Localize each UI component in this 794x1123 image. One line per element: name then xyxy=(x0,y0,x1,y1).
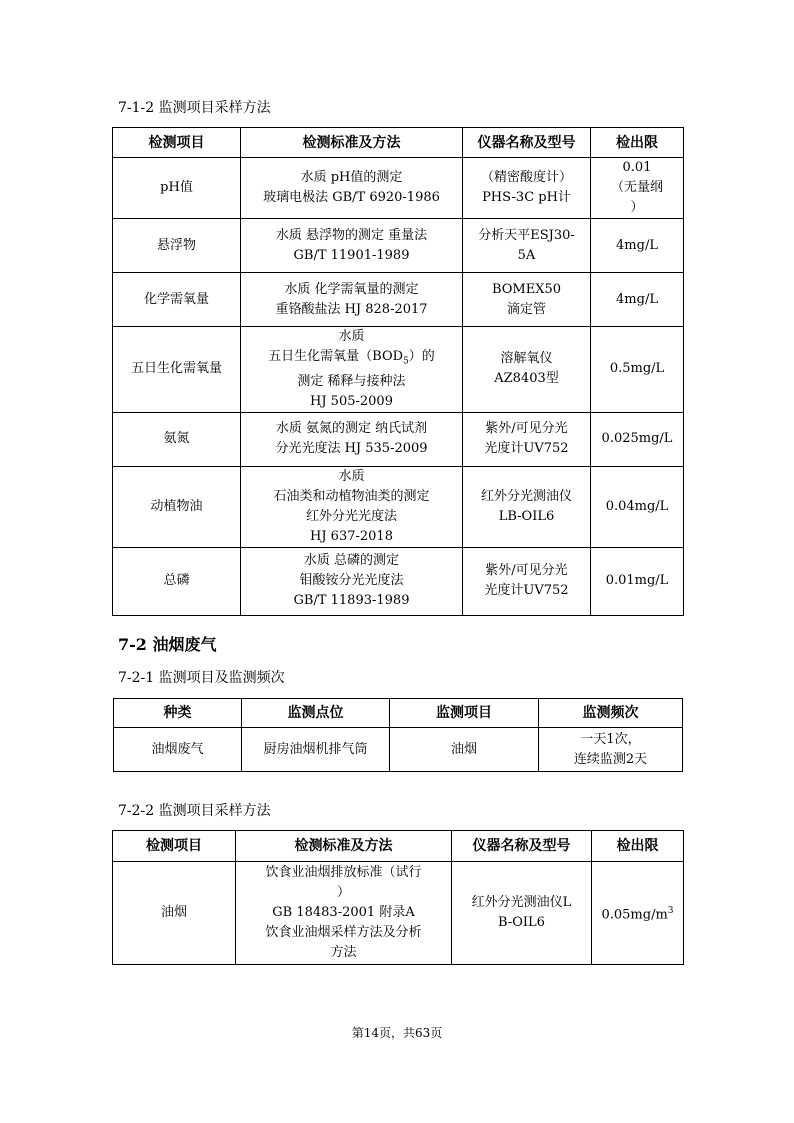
cell-item: 油烟 xyxy=(113,862,236,965)
header-limit: 检出限 xyxy=(592,831,684,862)
cell-instrument: 紫外/可见分光 光度计UV752 xyxy=(463,412,591,466)
cell-method: 水质 悬浮物的测定 重量法 GB/T 11901-1989 xyxy=(241,219,463,273)
cell-limit: 0.025mg/L xyxy=(591,412,684,466)
table-row xyxy=(113,547,684,615)
cell-item: 氨氮 xyxy=(113,412,241,466)
cell-instrument: 溶解氧仪 AZ8403型 xyxy=(463,327,591,413)
header-item: 检测项目 xyxy=(113,128,241,158)
cell-method: 饮食业油烟排放标准（试行 ） GB 18483-2001 附录A 饮食业油烟采样方法及分析 方法 xyxy=(236,862,452,965)
water-sampling-methods-table xyxy=(112,127,684,616)
cell-instrument: 红外分光测油仪 LB-OIL6 xyxy=(463,466,591,547)
cell-instrument: （精密酸度计） PHS-3C pH计 xyxy=(463,158,591,219)
header-item: 检测项目 xyxy=(113,831,236,862)
cell-limit: 0.01mg/L xyxy=(591,547,684,615)
table-row xyxy=(113,466,684,547)
cell-point: 厨房油烟机排气筒 xyxy=(242,728,390,772)
section-heading-7-2-1: 7-2-1 监测项目及监测频次 xyxy=(118,670,285,686)
header-instrument: 仪器名称及型号 xyxy=(452,831,592,862)
table-header-row xyxy=(113,831,684,862)
header-kind: 种类 xyxy=(114,699,242,728)
cell-method: 水质 五日生化需氧量$(BOD_5)$的 测定 稀释与接种法 HJ 505-2009 xyxy=(241,327,463,413)
header-method: 检测标准及方法 xyxy=(241,128,463,158)
table-row xyxy=(113,412,684,466)
cell-limit: 0.04mg/L xyxy=(591,466,684,547)
cell-item: 五日生化需氧量 xyxy=(113,327,241,413)
cell-item: pH值 xyxy=(113,158,241,219)
table-row xyxy=(114,728,683,772)
cell-instrument: 分析天平ESJ30- 5A xyxy=(463,219,591,273)
cell-limit: $0.05mg/m^3$ xyxy=(592,862,684,965)
cell-method: 水质 石油类和动植物油类的测定 红外分光光度法 HJ 637-2018 xyxy=(241,466,463,547)
table-row xyxy=(113,862,684,965)
header-point: 监测点位 xyxy=(242,699,390,728)
cell-frequency: 一天1次， 连续监测2天 xyxy=(539,728,683,772)
cell-instrument: 红外分光测油仪L B-OIL6 xyxy=(452,862,592,965)
section-heading-7-2: 7-2 油烟废气 xyxy=(118,635,217,654)
cell-limit: 4mg/L xyxy=(591,219,684,273)
table-header-row xyxy=(113,128,684,158)
cell-instrument: BOMEX50 滴定管 xyxy=(463,273,591,327)
cell-instrument: 紫外/可见分光 光度计UV752 xyxy=(463,547,591,615)
cell-limit: 4mg/L xyxy=(591,273,684,327)
cell-item: 总磷 xyxy=(113,547,241,615)
cell-limit: 0.01 （无量纲 ） xyxy=(591,158,684,219)
table-row xyxy=(113,327,684,413)
cell-method: 水质 pH值的测定 玻璃电极法 GB/T 6920-1986 xyxy=(241,158,463,219)
cell-method: 水质 氨氮的测定 纳氏试剂 分光光度法 HJ 535-2009 xyxy=(241,412,463,466)
header-instrument: 仪器名称及型号 xyxy=(463,128,591,158)
cell-item: 悬浮物 xyxy=(113,219,241,273)
table-header-row xyxy=(114,699,683,728)
fume-sampling-methods-table xyxy=(112,830,684,965)
section-heading-7-2-2: 7-2-2 监测项目采样方法 xyxy=(118,803,271,819)
page-footer: 第14页，共63页 xyxy=(351,1026,443,1040)
header-frequency: 监测频次 xyxy=(539,699,683,728)
cell-item: 化学需氧量 xyxy=(113,273,241,327)
header-method: 检测标准及方法 xyxy=(236,831,452,862)
monitoring-frequency-table xyxy=(113,698,683,772)
cell-item: 油烟 xyxy=(390,728,539,772)
table-row xyxy=(113,273,684,327)
cell-method: 水质 化学需氧量的测定 重铬酸盐法 HJ 828-2017 xyxy=(241,273,463,327)
table-row xyxy=(113,158,684,219)
header-limit: 检出限 xyxy=(591,128,684,158)
cell-kind: 油烟废气 xyxy=(114,728,242,772)
table-row xyxy=(113,219,684,273)
header-item: 监测项目 xyxy=(390,699,539,728)
cell-limit: 0.5mg/L xyxy=(591,327,684,413)
section-heading-7-1-2: 7-1-2 监测项目采样方法 xyxy=(118,100,271,116)
cell-item: 动植物油 xyxy=(113,466,241,547)
cell-method: 水质 总磷的测定 钼酸铵分光光度法 GB/T 11893-1989 xyxy=(241,547,463,615)
